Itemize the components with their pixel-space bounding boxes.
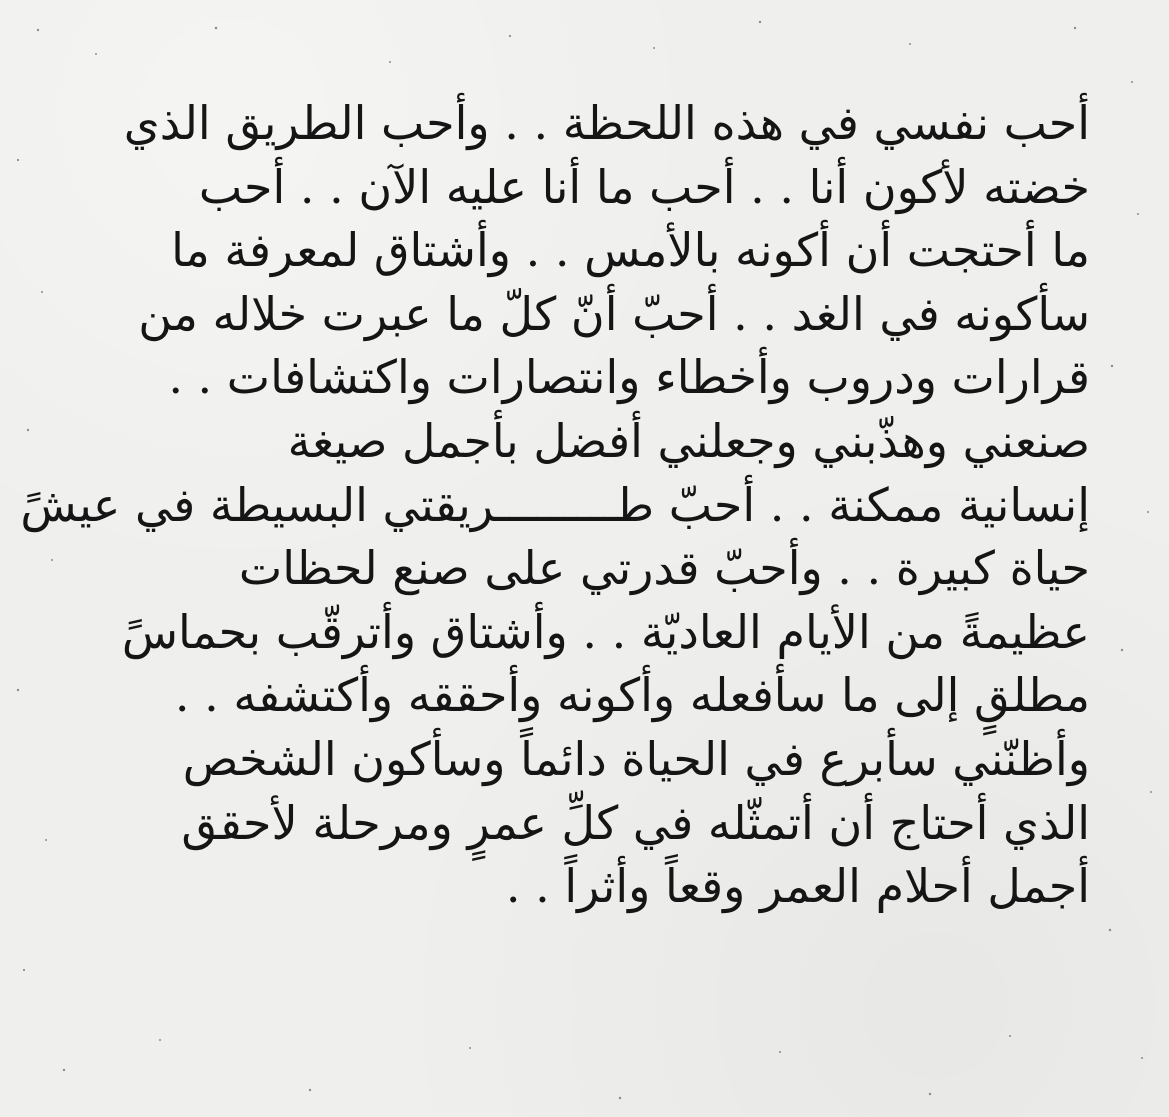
text-line-4: سأكونه في الغد . . أحبّ أنّ كلّ ما عبرت خلاله من [138,286,1090,341]
text-line-9: عظيمةً من الأيام العاديّة . . وأشتاق وأترقّب بحماسً [121,604,1090,659]
text-line-6: صنعني وهذّبني وجعلني أفضل بأجمل صيغة [287,413,1090,468]
text-line-3: ما أحتجت أن أكونه بالأمس . . وأشتاق لمعرفة ما [171,223,1090,278]
text-line-10: مطلقٍ إلى ما سأفعله وأكونه وأحققه وأكتشفه . . [174,668,1090,723]
text-line-7: إنسانية ممكنة . . أحبّ طـــــــــريقتي البسيطة في عيشً [20,477,1090,532]
text-line-1: أحب نفسي في هذه اللحظة . . وأحب الطريق الذي [123,96,1090,150]
text-line-5: قرارات ودروب وأخطاء وانتصارات واكتشافات . . [168,350,1090,405]
text-line-8: حياة كبيرة . . وأحبّ قدرتي على صنع لحظات [238,541,1090,596]
text-line-11: وأظنّني سأبرع في الحياة دائماً وسأكون الشخص [182,731,1090,786]
text-line-13: أجمل أحلام العمر وقعاً وأثراً . . [505,859,1090,914]
text-line-2: خضته لأكون أنا . . أحب ما أنا عليه الآن . . أحب [198,159,1090,214]
arabic-text-block [20,92,1090,919]
text-line-12: الذي أحتاج أن أتمثّله في كلِّ عمرٍ ومرحلة لأحقق [181,795,1090,850]
